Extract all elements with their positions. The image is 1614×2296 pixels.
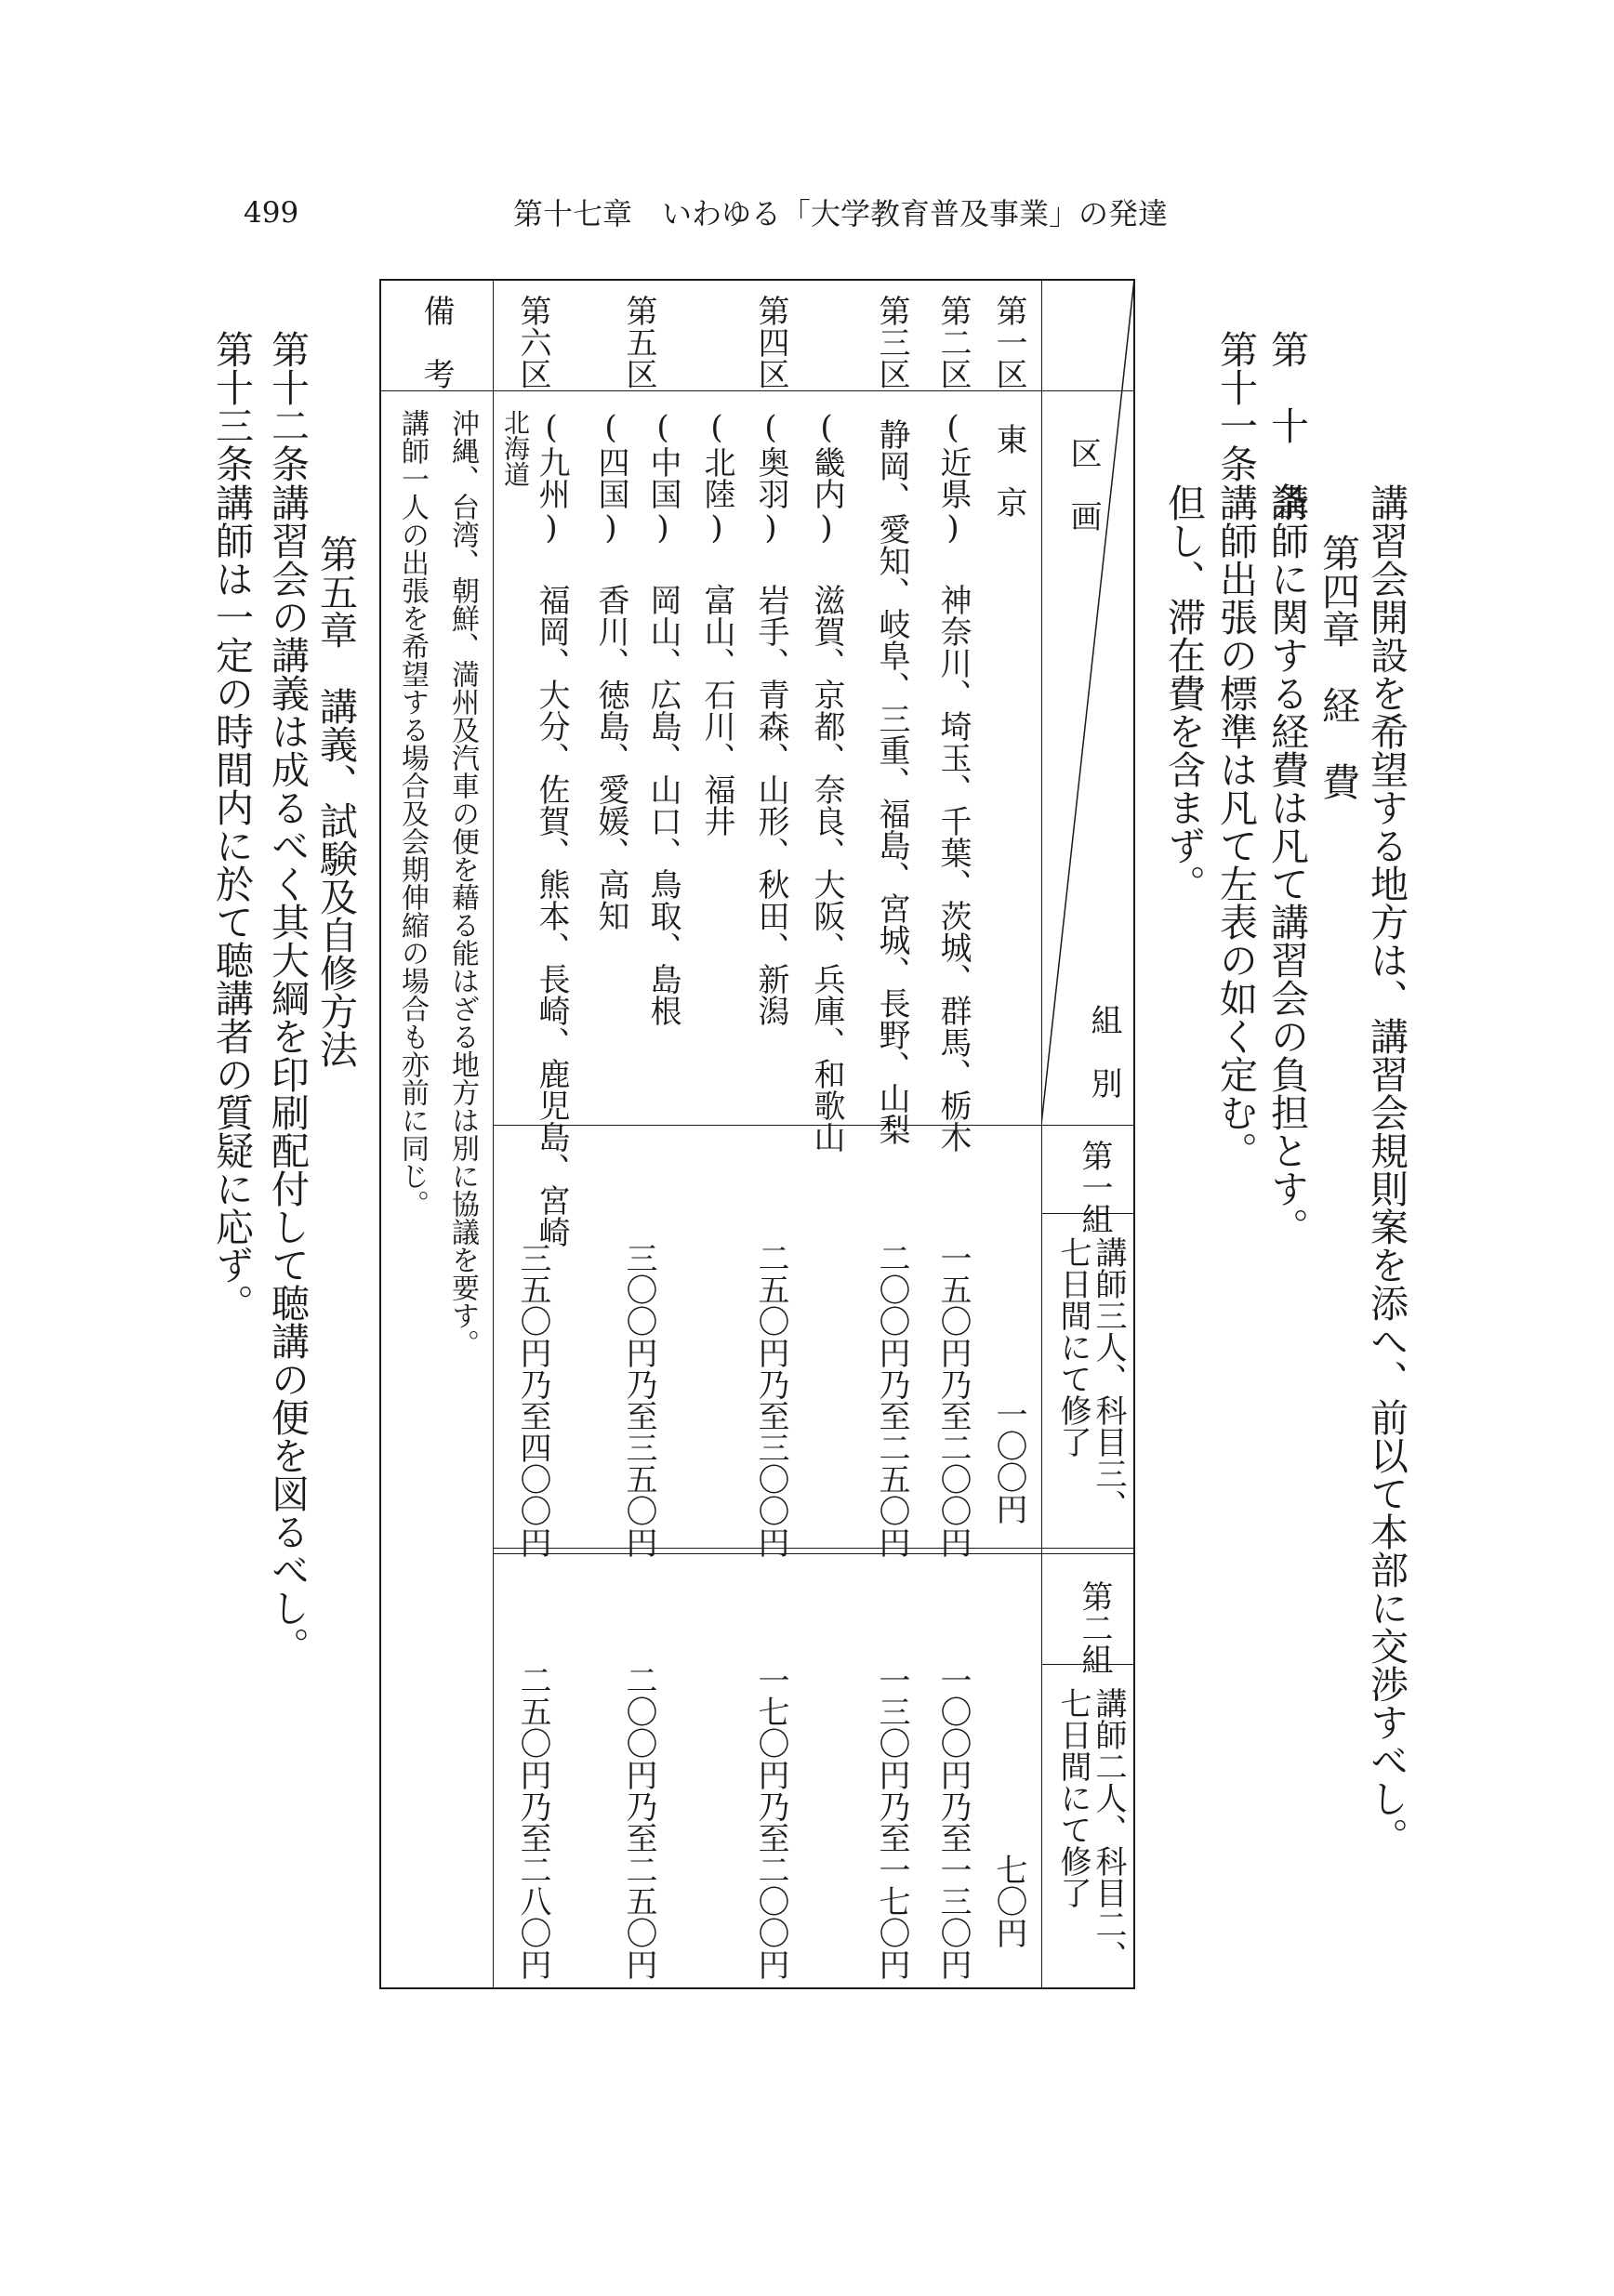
district-5-group1-fee: 三〇〇円乃至三五〇円 bbox=[620, 1242, 657, 1558]
district-1-group1-fee: 一〇〇円 bbox=[990, 1398, 1027, 1524]
group1-description-2: 七日間にて修了 bbox=[1054, 1236, 1091, 1458]
remarks-label: 備 考 bbox=[417, 295, 455, 389]
remarks-line-1: 沖縄、台湾、朝鮮、満州及汽車の便を藉る能はざる地方は別に協議を要す。 bbox=[446, 409, 479, 1357]
article-13-text: 講師は一定の時間内に於て聴講者の質疑に応ず。 bbox=[209, 483, 254, 1322]
article-11-proviso: 但し、滞在費を含まず。 bbox=[1161, 483, 1206, 903]
district-4-areas-hokuriku: (北陸) 富山、石川、福井 bbox=[698, 409, 735, 837]
group1-name: 第一組 bbox=[1076, 1140, 1113, 1234]
district-4-group1-fee: 二五〇円乃至三〇〇円 bbox=[752, 1242, 789, 1558]
groups-double-rule-1 bbox=[493, 1548, 1134, 1549]
article-13-label: 第十三条 bbox=[209, 330, 254, 482]
district-3-areas: 静岡、愛知、岐阜、三重、福島、宮城、長野、山梨 bbox=[873, 418, 910, 1145]
article-11-text: 講師出張の標準は凡て左表の如く定む。 bbox=[1213, 483, 1258, 1169]
article-11-label: 第十一条 bbox=[1213, 330, 1258, 482]
district-1-areas: 東 京 bbox=[990, 423, 1027, 518]
group2-description-2: 七日間にて修了 bbox=[1054, 1687, 1091, 1908]
chapter-5-heading: 第五章 講義、試験及自修方法 bbox=[313, 534, 358, 1068]
header-diagonal bbox=[1041, 279, 1134, 1125]
district-1: 第一区 bbox=[990, 295, 1027, 389]
district-4: 第四区 bbox=[752, 295, 789, 389]
table-border-left bbox=[379, 279, 381, 1989]
paragraph-opening: 講習会開設を希望する地方は、講習会規則案を添へ、前以て本部に交渉すべし。 bbox=[1364, 483, 1409, 1855]
header-district: 区 画 bbox=[1065, 437, 1102, 532]
group1-description-1: 講師三人、科目三、 bbox=[1090, 1236, 1127, 1521]
chapter-4-heading: 第四章 経 費 bbox=[1316, 534, 1360, 800]
district-2-group2-fee: 一〇〇円乃至一三〇円 bbox=[934, 1664, 972, 1980]
district-6: 第六区 bbox=[514, 295, 551, 389]
groups-double-rule-2 bbox=[493, 1553, 1134, 1554]
district-3: 第三区 bbox=[873, 295, 910, 389]
district-3-group2-fee: 一三〇円乃至一七〇円 bbox=[873, 1664, 910, 1980]
article-10-label: 第 十 条 bbox=[1264, 330, 1309, 521]
district-5-areas-shikoku: (四国) 香川、徳島、愛媛、高知 bbox=[592, 409, 629, 931]
district-6-areas-hokkaido: 北海道 bbox=[500, 409, 531, 487]
label-column-separator bbox=[379, 390, 1135, 391]
district-1-group2-fee: 七〇円 bbox=[990, 1854, 1027, 1948]
running-title: 第十七章 いわゆる「大学教育普及事業」の発達 bbox=[513, 196, 1169, 231]
header-group: 組 別 bbox=[1085, 1004, 1122, 1099]
group2-description-1: 講師二人、科目二、 bbox=[1090, 1687, 1127, 1972]
district-5-group2-fee: 二〇〇円乃至二五〇円 bbox=[620, 1664, 657, 1980]
group2-name: 第二組 bbox=[1076, 1580, 1113, 1675]
district-5: 第五区 bbox=[620, 295, 657, 389]
district-6-group1-fee: 三五〇円乃至四〇〇円 bbox=[514, 1242, 551, 1558]
remarks-line-2: 講師一人の出張を希望する場合及会期伸縮の場合も亦前に同じ。 bbox=[396, 409, 429, 1218]
district-2-group1-fee: 一五〇円乃至二〇〇円 bbox=[934, 1242, 972, 1558]
district-2-areas: (近県) 神奈川、埼玉、千葉、茨城、群馬、栃木 bbox=[934, 409, 972, 1153]
district-6-areas-kyushu: (九州) 福岡、大分、佐賀、熊本、長崎、鹿児島、宮崎 bbox=[533, 409, 570, 1247]
district-4-areas-kinai: (畿内) 滋賀、京都、奈良、大阪、兵庫、和歌山 bbox=[808, 409, 845, 1153]
remarks-separator bbox=[493, 279, 494, 1989]
district-4-group2-fee: 一七〇円乃至二〇〇円 bbox=[752, 1664, 789, 1980]
page-number: 499 bbox=[244, 196, 299, 230]
district-2: 第二区 bbox=[934, 295, 972, 389]
district-4-areas-ou: (奥羽) 岩手、青森、山形、秋田、新潟 bbox=[752, 409, 789, 1026]
article-12-label: 第十二条 bbox=[265, 330, 310, 482]
district-6-group2-fee: 二五〇円乃至二八〇円 bbox=[514, 1664, 551, 1980]
district-5-areas-chugoku: (中国) 岡山、広島、山口、鳥取、島根 bbox=[644, 409, 681, 1026]
article-12-text: 講習会の講義は成るべく其大綱を印刷配付して聴講の便を図るべし。 bbox=[265, 483, 310, 1665]
district-3-group1-fee: 二〇〇円乃至二五〇円 bbox=[873, 1242, 910, 1558]
article-10-text: 講師に関する経費は凡て講習会の負担とす。 bbox=[1264, 483, 1309, 1246]
